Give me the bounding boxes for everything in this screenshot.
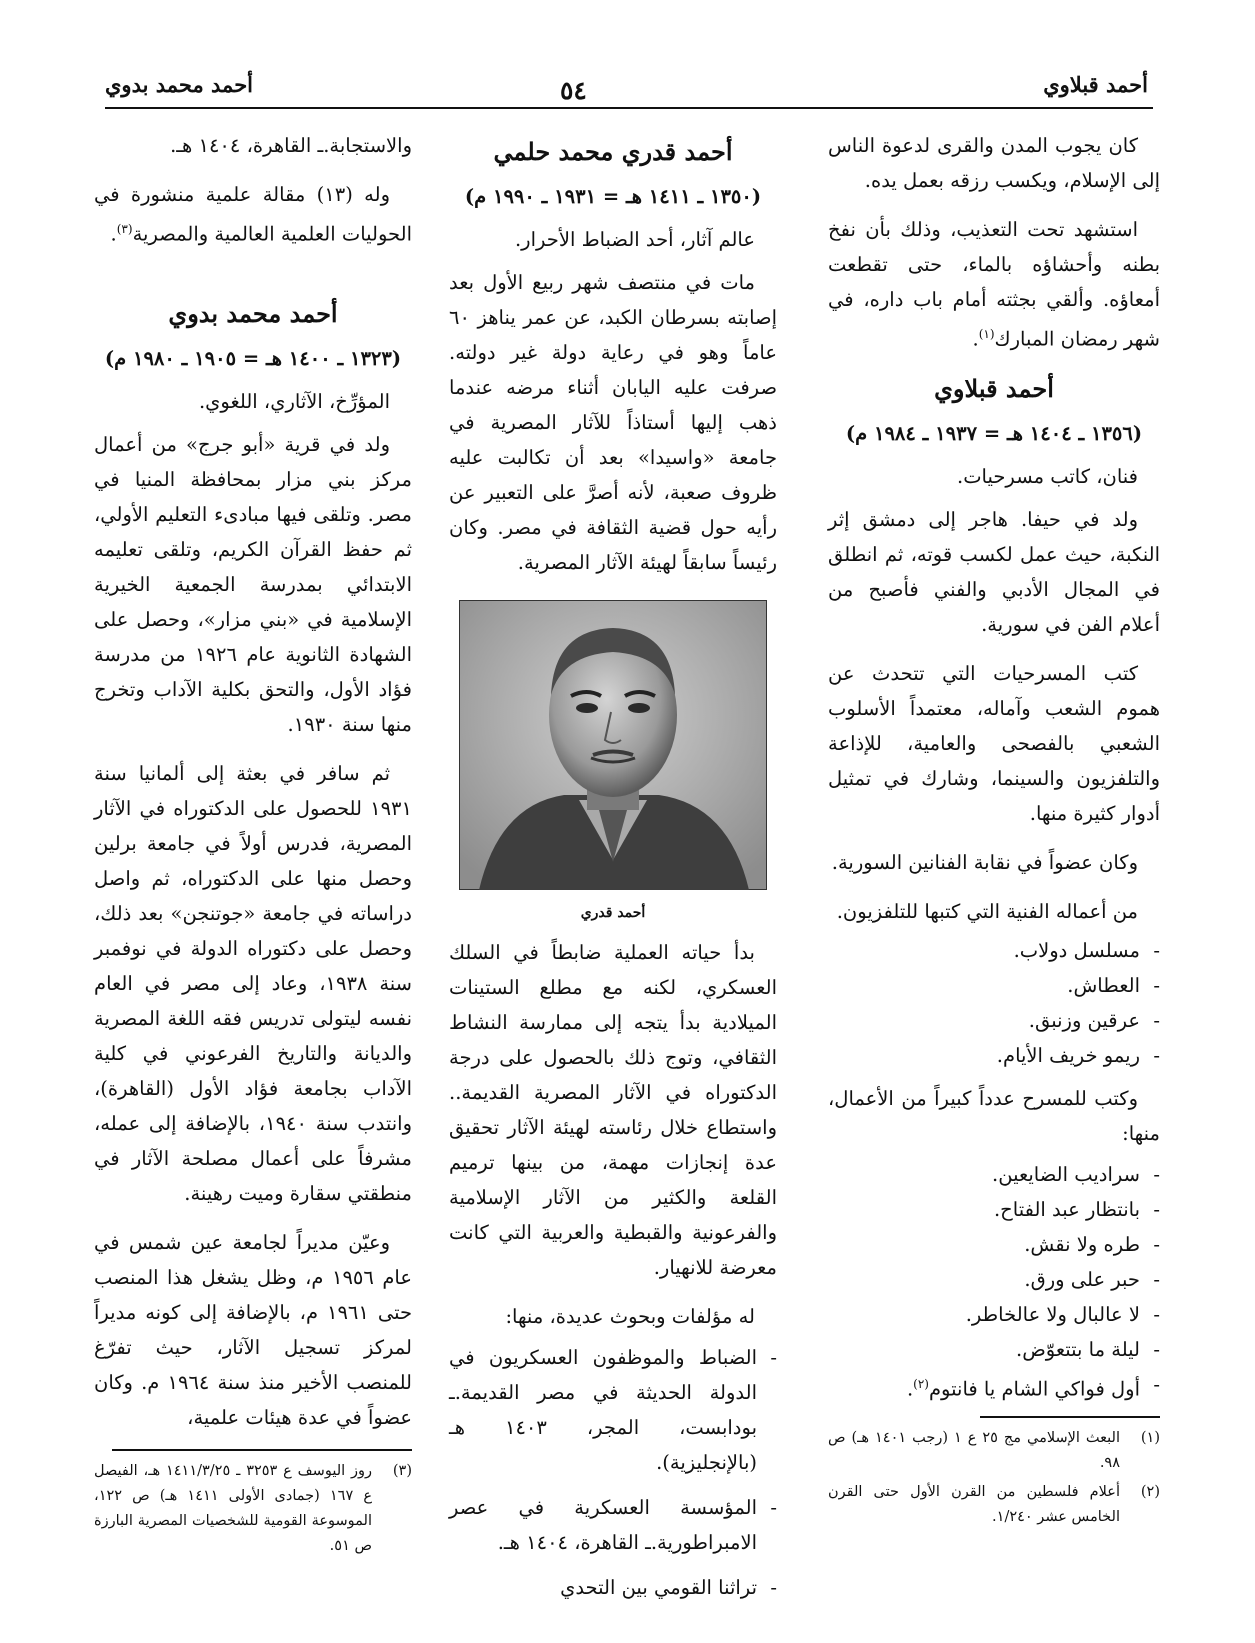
punctuation: .	[906, 1377, 914, 1400]
entry-paragraph: كتب المسرحيات التي تتحدث عن هموم الشعب وآماله، معتمداً الأسلوب الشعبي بالفصحى والعامية، للإذاعة والتلفزيون والسينما، وشارك في تمثيل أدوار كثيرة منها.	[828, 661, 1160, 825]
footnote	[94, 1459, 412, 1559]
list-item: - عرقين وزنبق.	[828, 1003, 1160, 1038]
footnote-rule	[112, 1449, 412, 1451]
tv-works-list	[828, 933, 1160, 1073]
footnote-ref: (٢)	[913, 1376, 929, 1391]
footnote-rule	[980, 1416, 1160, 1418]
list-item: - المؤسسة العسكرية في عصر الامبراطورية.ـ القاهرة، ١٤٠٤ هـ.	[449, 1490, 777, 1560]
continuation-paragraph: كان يجوب المدن والقرى لدعوة الناس إلى الإسلام، ويكسب رزقه بعمل يده.	[828, 134, 1160, 192]
entry-title: أحمد قدري محمد حلمي	[493, 137, 733, 166]
footnote-number: (٣)	[392, 1462, 412, 1479]
list-item: - الضباط والموظفون العسكريون في الدولة الحديثة في مصر القديمة.ـ بودابست، المجر، ١٤٠٣ هـ (بالإنجليزية).	[449, 1340, 777, 1480]
publications-list	[449, 1340, 777, 1605]
continuation-paragraph	[94, 177, 412, 252]
list-item: - تراثنا القومي بين التحدي	[449, 1570, 777, 1605]
entry-title: أحمد قبلاوي	[934, 373, 1054, 403]
punctuation: .	[972, 327, 979, 351]
footnote-ref: (١)	[978, 327, 995, 341]
portrait-figure	[449, 600, 777, 931]
continuation-paragraph	[828, 212, 1160, 357]
entry-dates: (١٣٥٠ ـ ١٤١١ هـ = ١٩٣١ ـ ١٩٩٠ م)	[464, 185, 762, 208]
page-number: ٥٤	[560, 76, 587, 105]
paragraph-text: وله (١٣) مقالة علمية منشورة في الحوليات العلمية العالمية والمصرية	[94, 183, 412, 246]
list-item-text: أول فواكي الشام يا فانتوم	[928, 1377, 1140, 1400]
footnote-number: (٢)	[1140, 1484, 1160, 1500]
column-middle	[449, 128, 777, 1615]
list-item: - العطاش.	[828, 968, 1160, 1003]
entry-dates: (١٣٢٣ ـ ١٤٠٠ هـ = ١٩٠٥ ـ ١٩٨٠ م)	[104, 346, 402, 370]
list-item: - لا عالبال ولا عالخاطر.	[828, 1297, 1160, 1332]
footnote-number: (١)	[1140, 1430, 1160, 1446]
column-left	[94, 128, 412, 1563]
page-header	[0, 0, 1255, 110]
entry-paragraph: ثم سافر في بعثة إلى ألمانيا سنة ١٩٣١ للحصول على الدكتوراه في الآثار المصرية، فدرس أولاً في جامعة برلين وحصل منها على الدكتوراه، ثم واصل دراساته في جامعة «جوتنجن» بعد ذلك، وحصل على دكتوراه الدولة في نوفمبر سنة ١٩٣٨، وعاد إلى مصر في العام نفسه ليتولى تدريس فقه اللغة المصرية والديانة والتاريخ الفرعوني في كلية الآداب بجامعة فؤاد الأول (القاهرة)، وانتدب سنة ١٩٤٠، بالإضافة إلى عمله، مشرفاً على أعمال مصلحة الآثار في منطقتي سقارة وميت رهينة.	[94, 761, 412, 1205]
entry-dates: (١٣٥٦ ـ ١٤٠٤ هـ = ١٩٣٧ ـ ١٩٨٤ م)	[845, 421, 1143, 445]
entry-title: أحمد محمد بدوي	[168, 298, 338, 328]
entry-description: عالم آثار، أحد الضباط الأحرار.	[514, 228, 755, 251]
entry-paragraph: من أعماله الفنية التي كتبها للتلفزيون.	[836, 899, 1138, 923]
stage-works-list	[828, 1157, 1160, 1407]
entry-paragraph: وعيّن مديراً لجامعة عين شمس في عام ١٩٥٦ م، وظل يشغل هذا المنصب حتى ١٩٦١ م، بالإضافة إلى كونه مديراً لمركز تسجيل الآثار، حيث تفرّغ للمنصب الأخير منذ سنة ١٩٦٤ م. وكان عضواً في عدة هيئات علمية،	[94, 1230, 413, 1429]
portrait-photo	[459, 600, 767, 890]
footnote-ref: (٣)	[116, 222, 133, 236]
list-item: - بانتظار عبد الفتاح.	[828, 1192, 1160, 1227]
list-item: - مسلسل دولاب.	[828, 933, 1160, 968]
entry-description: فنان، كاتب مسرحيات.	[957, 464, 1138, 488]
list-item: - طره ولا نقش.	[828, 1227, 1160, 1262]
footnote-text: روز اليوسف ع ٣٢٥٣ ـ ١٤١١/٣/٢٥ هـ، الفيصل ع ١٦٧ (جمادى الأولى ١٤١١ هـ) ص ١٢٢، الموسوعة القومية للشخصيات المصرية البارزة ص ٥١.	[94, 1462, 373, 1554]
footnote-text: أعلام فلسطين من القرن الأول حتى القرن الخامس عشر ١/٢٤٠.	[828, 1484, 1120, 1525]
list-item: - سراديب الضايعين.	[828, 1157, 1160, 1192]
running-title-right: أحمد قبلاوي	[1043, 72, 1148, 97]
entry-paragraph: مات في منتصف شهر ربيع الأول بعد إصابته بسرطان الكبد، عن عمر يناهز ٦٠ عاماً وهو في رعاية دولة غير دولته. صرفت عليه اليابان أثناء مرضه عندما ذهب إليها أستاذاً للآثار المصرية في جامعة «واسيدا» بعد أن تكالبت عليه ظروف صعبة، لأنه أصرَّ على التعبير عن رأيه حول قضية الثقافة في مصر. وكان رئيساً سابقاً لهيئة الآثار المصرية.	[449, 271, 777, 574]
header-rule	[105, 107, 1153, 109]
entry-paragraph: وكان عضواً في نقابة الفنانين السورية.	[831, 850, 1138, 874]
running-title-left: أحمد محمد بدوي	[105, 72, 254, 97]
entry-description: المؤرِّخ، الآثاري، اللغوي.	[198, 389, 390, 413]
photo-caption: أحمد قدري	[580, 905, 646, 921]
paragraph-text: استشهد تحت التعذيب، وذلك بأن نفخ بطنه وأحشاؤه بالماء، حتى تقطعت أمعاؤه. وألقي بجثته أمام باب داره، في شهر رمضان المبارك	[828, 218, 1160, 351]
list-item	[828, 1367, 1160, 1407]
list-item: - ليلة ما بتتعوّض.	[828, 1332, 1160, 1367]
continuation-paragraph: والاستجابة.ـ القاهرة، ١٤٠٤ هـ.	[170, 134, 412, 157]
entry-paragraph: ولد في حيفا. هاجر إلى دمشق إثر النكبة، حيث عمل لكسب قوته، ثم انطلق في المجال الأدبي والفني فأصبح من أعلام الفن في سورية.	[828, 507, 1160, 636]
list-item: - ريمو خريف الأيام.	[828, 1038, 1160, 1073]
list-item: - حبر على ورق.	[828, 1262, 1160, 1297]
entry-paragraph: له مؤلفات وبحوث عديدة، منها:	[505, 1305, 755, 1328]
entry-paragraph: وكتب للمسرح عدداً كبيراً من الأعمال، منها:	[828, 1086, 1160, 1145]
entry-paragraph: ولد في قرية «أبو جرج» من أعمال مركز بني مزار بمحافظة المنيا في مصر. وتلقى فيها مبادىء التعليم الأولي، ثم حفظ القرآن الكريم، وتلقى تعليمه الابتدائي بمدرسة الجمعية الخيرية الإسلامية في «بني مزار»، وحصل على الشهادة الثانوية عام ١٩٢٦ من مدرسة فؤاد الأول، والتحق بكلية الآداب وتخرج منها سنة ١٩٣٠.	[94, 432, 413, 736]
column-right	[828, 128, 1160, 1534]
entry-paragraph: بدأ حياته العملية ضابطاً في السلك العسكري، لكنه مع مطلع الستينات الميلادية بدأ يتجه إلى ممارسة النشاط الثقافي، وتوج ذلك بالحصول على درجة الدكتوراه في الآثار المصرية القديمة.. واستطاع خلال رئاسته لهيئة الآثار تحقيق عدة إنجازات مهمة، من بينها ترميم القلعة والكثير من الآثار الإسلامية والفرعونية والقبطية والعربية التي كانت معرضة للانهيار.	[449, 941, 777, 1279]
punctuation: .	[110, 222, 117, 246]
footnote-text: البعث الإسلامي مج ٢٥ ع ١ (رجب ١٤٠١ هـ) ص ٩٨.	[828, 1430, 1120, 1471]
footnote	[828, 1426, 1160, 1476]
footnote	[828, 1480, 1160, 1530]
